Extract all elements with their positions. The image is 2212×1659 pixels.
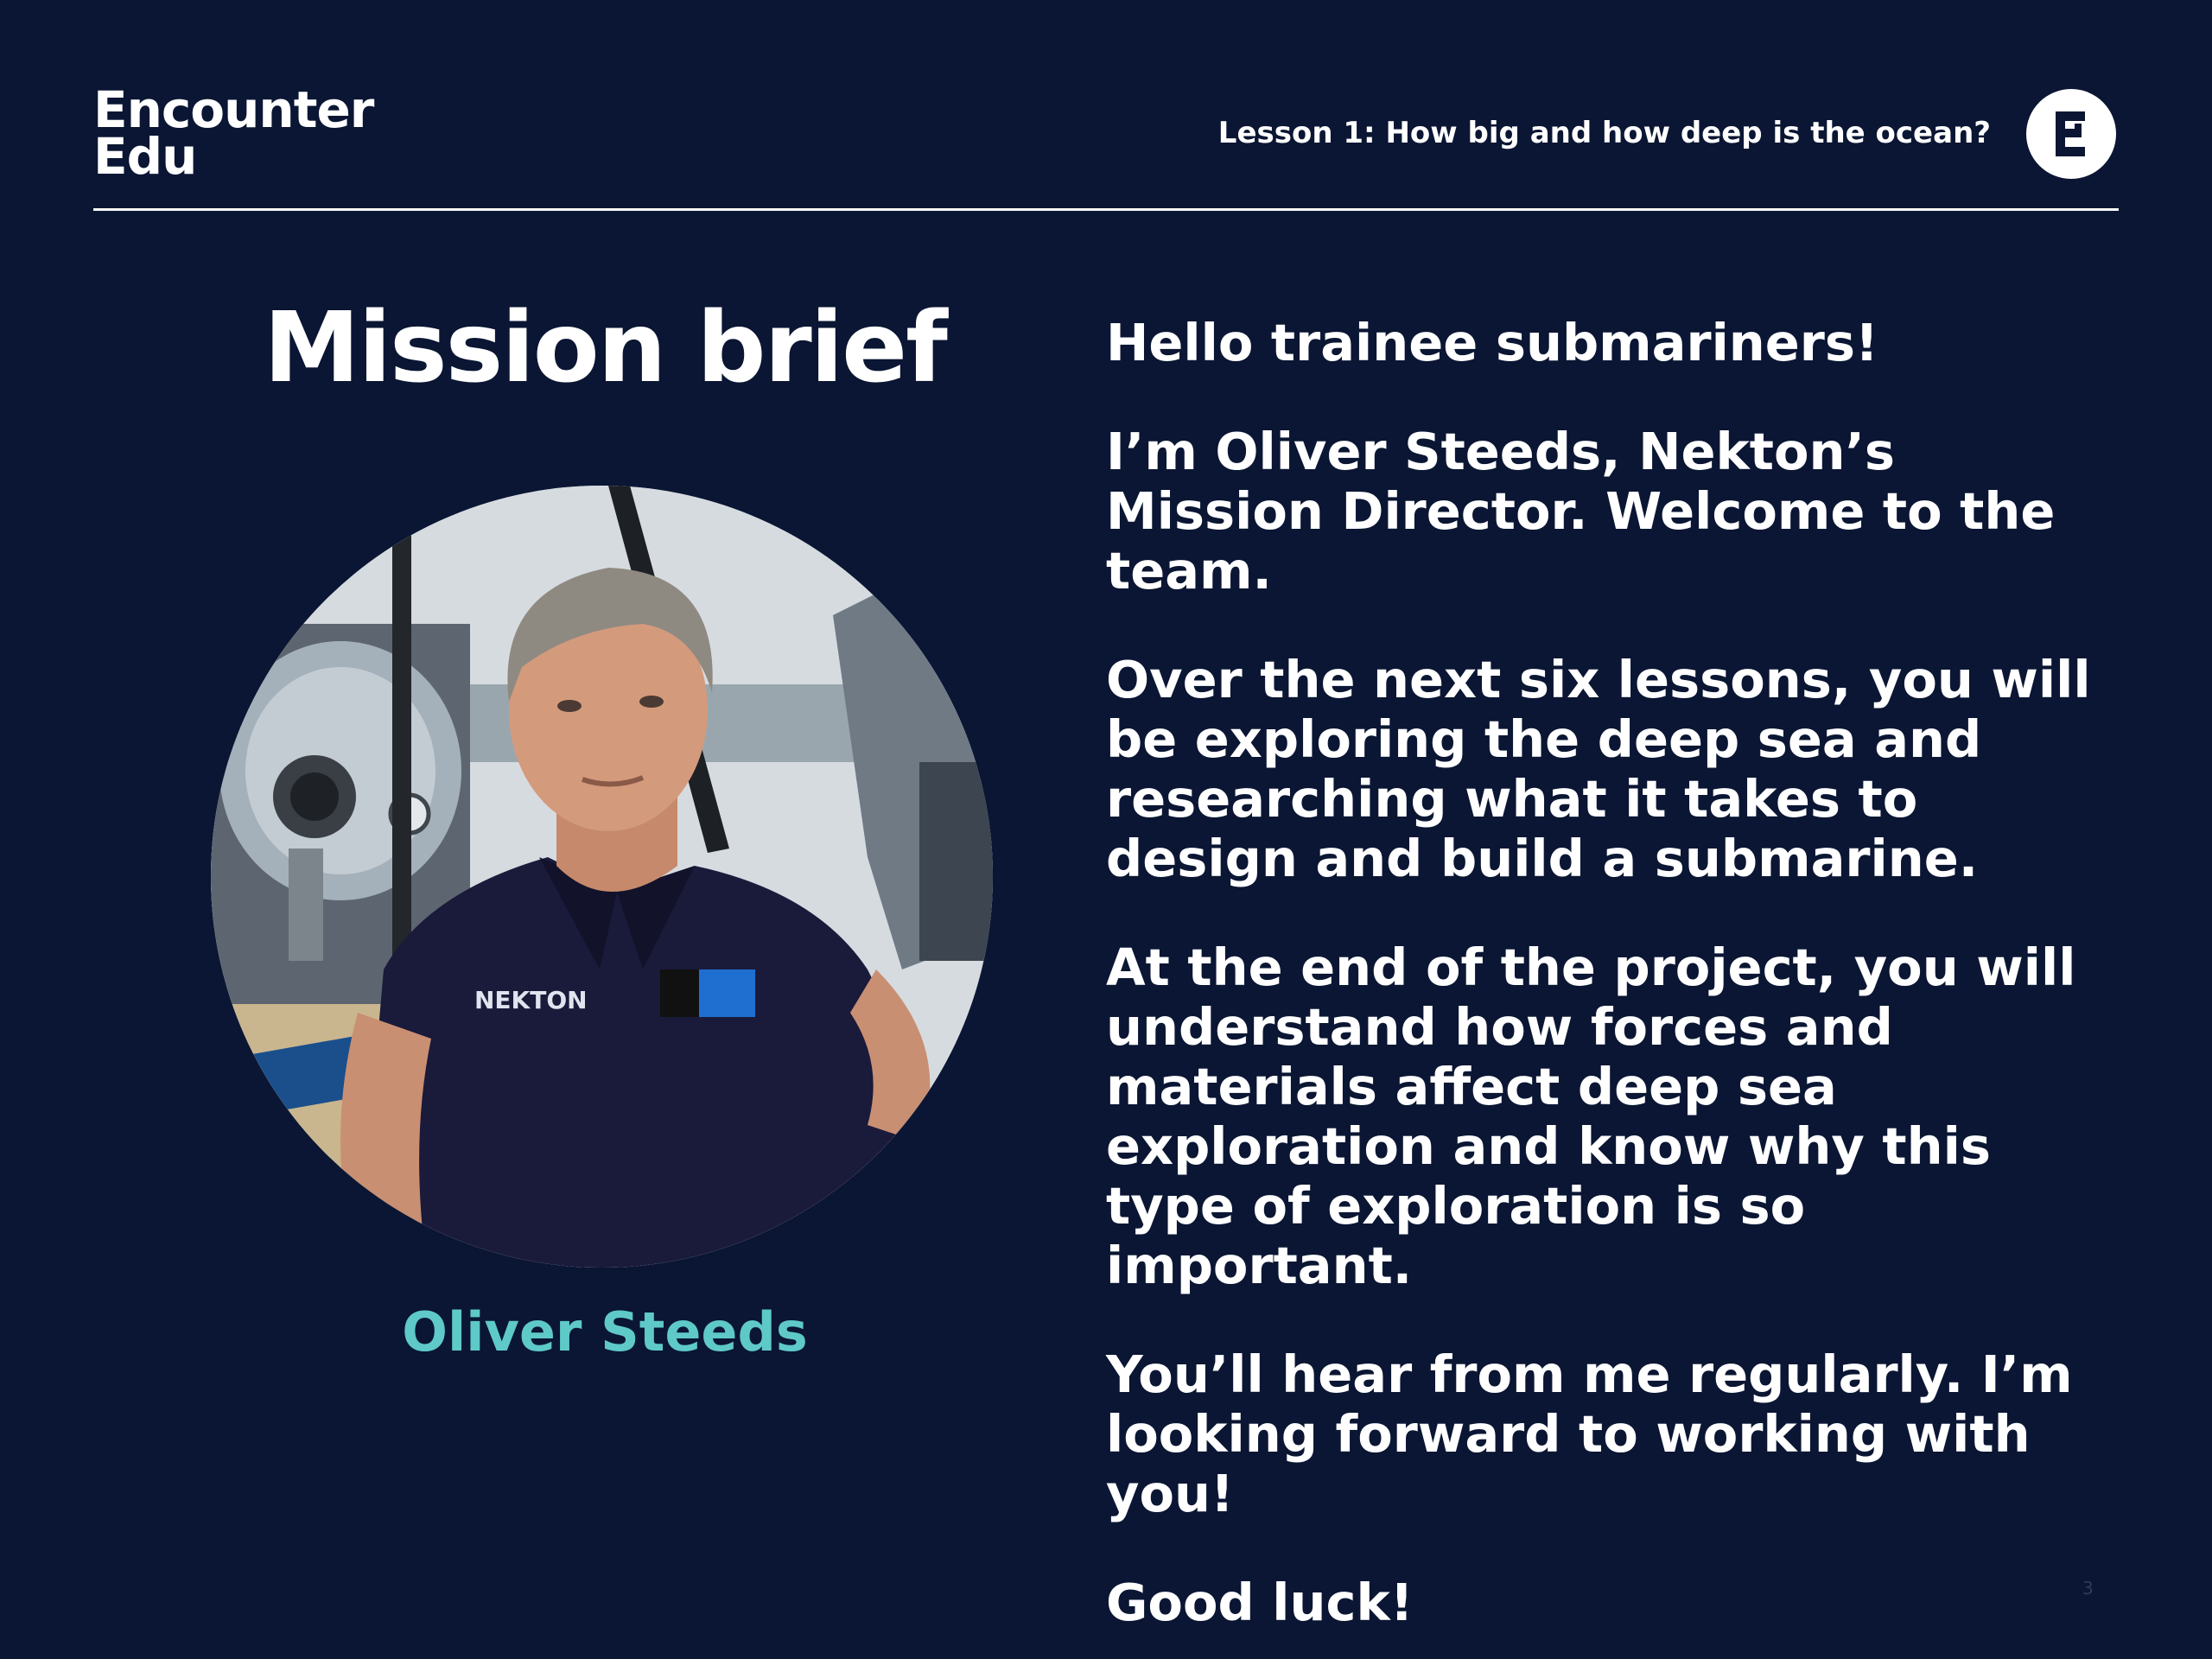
brief-paragraph-contact: You’ll hear from me regularly. I’m looking forward to working with you!: [1106, 1344, 2073, 1523]
encounter-edu-logo: [93, 80, 374, 186]
page-number: 3: [2082, 1578, 2094, 1599]
portrait-photo: [211, 486, 993, 1268]
page-title: Mission brief: [264, 292, 946, 404]
shirt-logo-text: NEKTON: [474, 986, 588, 1014]
brand-line-2: Edu: [93, 127, 197, 186]
portrait-caption: Oliver Steeds: [402, 1300, 808, 1363]
brief-paragraph-outcome: At the end of the project, you will understand how forces and materials affect deep sea exploration and know why this type of exploration is so important.: [1106, 938, 2076, 1295]
encounter-edu-e-icon: [2026, 89, 2116, 179]
brief-paragraph-lessons: Over the next six lessons, you will be exploring the deep sea and researching what it takes to design and build a submarine.: [1106, 650, 2091, 888]
header-divider: [93, 208, 2119, 211]
brief-paragraph-signoff: Good luck!: [1106, 1573, 1414, 1632]
lesson-title: Lesson 1: How big and how deep is the ocean?: [1217, 116, 1991, 150]
brief-paragraph-intro: I’m Oliver Steeds, Nekton’s Mission Director. Welcome to the team.: [1106, 422, 2056, 601]
mission-brief-text: [1106, 313, 2117, 1659]
brief-paragraph-greeting: Hello trainee submariners!: [1106, 313, 1878, 372]
brand-line-1: Encounter: [93, 80, 374, 139]
